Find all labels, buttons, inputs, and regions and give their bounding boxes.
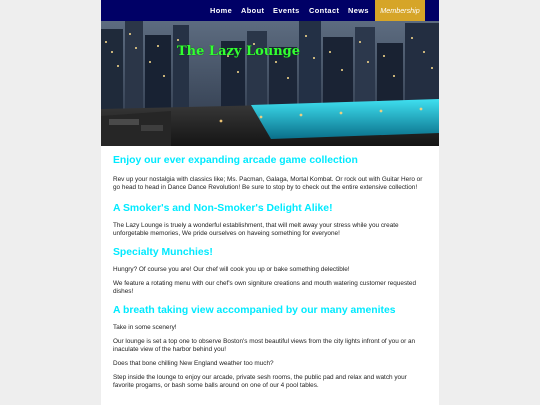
section-paragraph: The Lazy Lounge is truely a wonderful establishment, that will melt away your stress while you create unforgetable memories, We pride ourselves on haveing something for everyone! [113,222,399,237]
nav-news-link[interactable]: News [348,6,369,15]
nav-events-link[interactable]: Events [273,6,300,15]
section-paragraph: Take in some scenery! [113,324,177,331]
hero-banner [101,21,439,146]
section-paragraph: We feature a rotating menu with our chef's own signiture creations and mouth watering customer requested dishes! [113,280,417,295]
main-content [113,152,427,390]
hero-cityscape-image [101,21,439,146]
nav-membership-button[interactable]: Membership [375,0,425,21]
nav-home-link[interactable]: Home [210,6,233,15]
nav-contact-link[interactable]: Contact [309,6,340,15]
top-navbar [101,0,439,21]
section-heading-smokers: A Smoker's and Non-Smoker's Delight Alike! [113,203,333,214]
nav-about-link[interactable]: About [241,6,265,15]
section-heading-view: A breath taking view accompanied by our many amenites [113,305,396,316]
section-heading-arcade: Enjoy our ever expanding arcade game collection [113,155,358,166]
section-paragraph: Our lounge is set a top one to observe Boston's most beautiful views from the city lights infront of you or an inaculate view of the harbor behind you! [113,338,416,353]
section-paragraph: Rev up your nostalgia with classics like; Ms. Pacman, Galaga, Mortal Kombat. Or rock out with Guitar Hero or go head to head in Dance Dance Revolution! Be sure to stop by to check out the entire extensive collection! [113,176,423,191]
hero-title: The Lazy Lounge [177,44,301,59]
section-paragraph: Does that bone chilling New England weather too much? [113,360,274,367]
section-paragraph: Step inside the lounge to enjoy our arcade, private sesh rooms, the public pad and relax and watch your favorite progams, or bash some balls around on one of our 4 pool tables. [113,374,407,389]
section-paragraph: Hungry? Of course you are! Our chef will cook you up or bake something delectible! [113,266,350,273]
page-container [101,0,439,405]
section-heading-munchies: Specialty Munchies! [113,247,213,258]
